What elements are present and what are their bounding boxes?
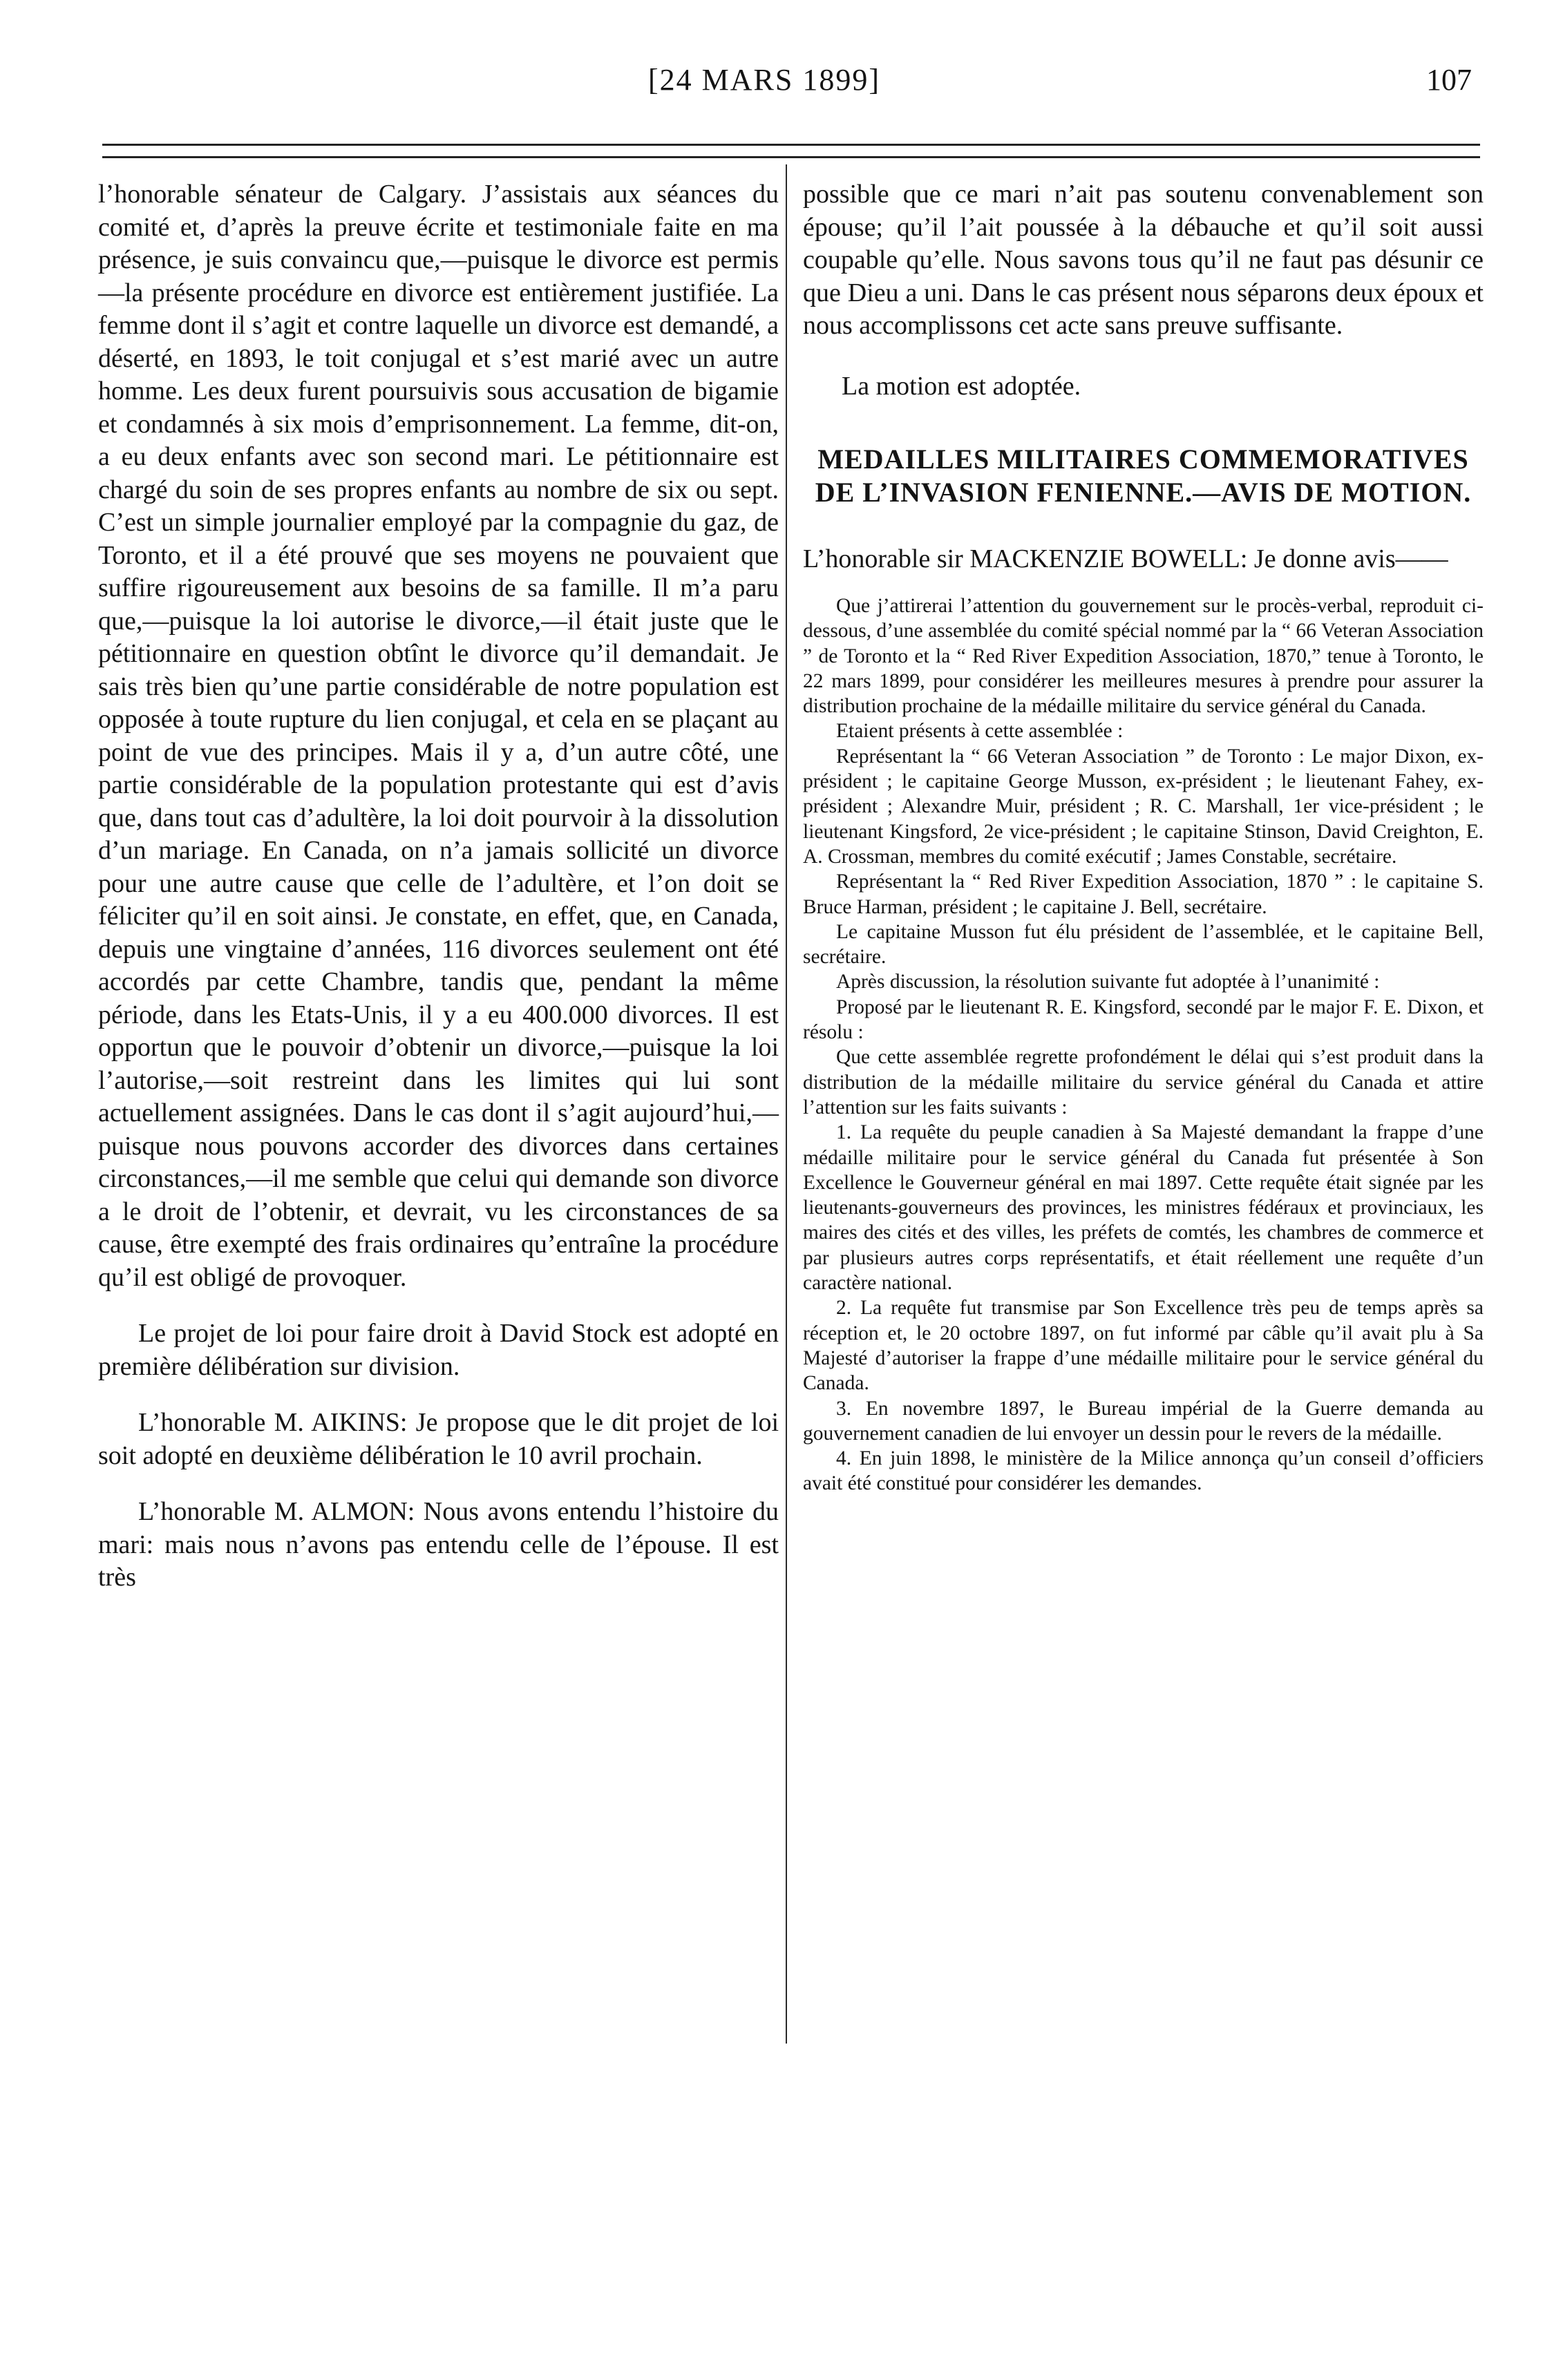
section-heading: MEDAILLES MILITAIRES COMMEMORATIVES DE L’INVASION FENIENNE.—AVIS DE MOTION.	[815, 444, 1472, 508]
notice-paragraph: Représentant la “ Red River Expedition Association, 1870 ” : le capitaine S. Bruce Harman, président ; le capitaine J. Bell, secrétaire.	[803, 870, 1484, 918]
notice-paragraph: Que cette assemblée regrette profondément le délai qui s’est produit dans la distribution de la médaille militaire du service général du Canada et attire l’attention sur les faits suivants :	[803, 1046, 1484, 1118]
notice-paragraph: 1. La requête du peuple canadien à Sa Majesté demandant la frappe d’une médaille militaire pour le service général du Canada fut présentée à Son Excellence le Gouverneur général en mai 1897. Cette requête était signée par les lieutenants-gouverneurs des provinces, les ministres fédéraux et provinciaux, les maires des cités et des villes, les préfets de comtés, les chambres de commerce et par plusieurs autres corps représentatifs, et était réellement une requête d’un caractère national.	[803, 1121, 1484, 1295]
column-divider	[786, 164, 787, 2044]
header-date: [24 MARS 1899]	[648, 63, 881, 97]
page-header	[102, 62, 1480, 111]
right-column	[803, 178, 1484, 1496]
header-rule-top	[102, 144, 1480, 146]
notice-paragraph: Que j’attirerai l’attention du gouvernement sur le procès-verbal, reproduit ci-dessous, d’une assemblée du comité spécial nommé par la “ 66 Veteran Association ” de Toronto et la “ Red River Expedition Association, 1870,” tenue à Toronto, le 22 mars 1899, pour considérer les meilleures mesures à prendre pour assurer la distribution prochaine de la médaille militaire du service général du Canada.	[803, 595, 1484, 718]
almon-speech-continuation: possible que ce mari n’ait pas soutenu convenablement son épouse; qu’il l’ait poussée à la débauche et qu’il soit aussi coupable qu’elle. Nous savons tous qu’il ne faut pas désunir ce que Dieu a uni. Dans le cas présent nous séparons deux époux et nous accomplissons cet acte sans preuve suffisante.	[803, 180, 1484, 340]
notice-paragraph: 4. En juin 1898, le ministère de la Milice annonça qu’un conseil d’officiers avait été constitué pour considérer les demandes.	[803, 1447, 1484, 1495]
notice-paragraph: Le capitaine Musson fut élu président de l’assemblée, et le capitaine Bell, secrétaire.	[803, 920, 1484, 969]
notice-paragraph: Proposé par le lieutenant R. E. Kingsford, secondé par le major F. E. Dixon, et résolu :	[803, 996, 1484, 1044]
header-rule-bottom	[102, 156, 1480, 158]
motion-adopted: La motion est adoptée.	[842, 371, 1081, 401]
bill-first-reading: Le projet de loi pour faire droit à David Stock est adopté en première délibération sur division.	[98, 1319, 779, 1381]
left-column	[98, 178, 779, 1594]
aikins-motion: L’honorable M. AIKINS: Je propose que le dit projet de loi soit adopté en deuxième délibération le 10 avril prochain.	[98, 1408, 779, 1470]
bowell-notice-intro: L’honorable sir MACKENZIE BOWELL: Je donne avis——	[803, 544, 1448, 573]
almon-speech: L’honorable M. ALMON: Nous avons entendu l’histoire du mari: mais nous n’avons pas entendu celle de l’épouse. Il est très	[98, 1497, 779, 1592]
notice-paragraph: Représentant la “ 66 Veteran Association ” de Toronto : Le major Dixon, ex-président ; le capitaine George Musson, ex-président ; le lieutenant Fahey, ex-président ; Alexandre Muir, président ; R. C. Marshall, 1er vice-président ; le lieutenant Kingsford, 2e vice-président ; le capitaine Stinson, David Creighton, E. A. Crossman, membres du comité exécutif ; James Constable, secrétaire.	[803, 745, 1484, 868]
speech-paragraph: l’honorable sénateur de Calgary. J’assistais aux séances du comité et, d’après la preuve écrite et testimoniale faite en ma présence, je suis convaincu que,—puisque le divorce est permis—la présente procédure en divorce est entièrement justifiée. La femme dont il s’agit et contre laquelle un divorce est demandé, a déserté, en 1893, le toit conjugal et s’est marié avec un autre homme. Les deux furent poursuivis sous accusation de bigamie et condamnés à six mois d’emprisonnement. La femme, dit-on, a eu deux enfants avec son second mari. Le pétitionnaire est chargé du soin de ses propres enfants au nombre de six ou sept. C’est un simple journalier employé par la compagnie du gaz, de Toronto, et il a été prouvé que ses moyens ne pouvaient que suffire rigoureusement aux besoins de sa famille. Il m’a paru que,—puisque la loi autorise le divorce,—il était juste que le pétitionnaire en question obtînt le divorce qu’il demandait. Je sais très bien qu’une partie considérable de notre population est opposée à toute rupture du lien conjugal, et cela en se plaçant au point de vue des principes. Mais il y a, d’un autre côté, une partie considérable de la population protestante qui est d’avis que, dans tout cas d’adultère, la loi doit pourvoir à la dissolution d’un mariage. En Canada, on n’a jamais sollicité un divorce pour une autre cause que celle de l’adultère, et l’on doit se féliciter qu’il en soit ainsi. Je constate, en effet, que, en Canada, depuis une vingtaine d’années, 116 divorces seulement ont été accordés par cette Chambre, tandis que, pendant la même période, dans les Etats-Unis, il y a eu 400.000 divorces. Il est opportun que le pouvoir d’obtenir un divorce,—puisque la loi l’autorise,—soit restreint dans les limites qui lui sont actuellement assignées. Dans le cas dont il s’agit aujourd’hui,—puisque nous pouvons accorder des divorces dans certaines circonstances,—il me semble que celui qui demande son divorce a le droit de l’obtenir, et devrait, vu les circonstances de sa cause, être exempté des frais ordinaires qu’entraîne la procédure qu’il est obligé de provoquer.	[98, 180, 779, 1292]
notice-paragraph: Après discussion, la résolution suivante fut adoptée à l’unanimité :	[836, 971, 1380, 993]
notice-paragraph: 2. La requête fut transmise par Son Excellence très peu de temps après sa réception et, le 20 octobre 1897, on fut informé par câble qu’il avait plu à Sa Majesté d’autoriser la frappe d’une médaille militaire pour le service général du Canada.	[803, 1297, 1484, 1395]
page-number: 107	[1426, 63, 1472, 97]
notice-paragraph: 3. En novembre 1897, le Bureau impérial de la Guerre demanda au gouvernement canadien de lui envoyer un dessin pour le revers de la médaille.	[803, 1397, 1484, 1445]
notice-paragraph: Etaient présents à cette assemblée :	[836, 720, 1124, 743]
